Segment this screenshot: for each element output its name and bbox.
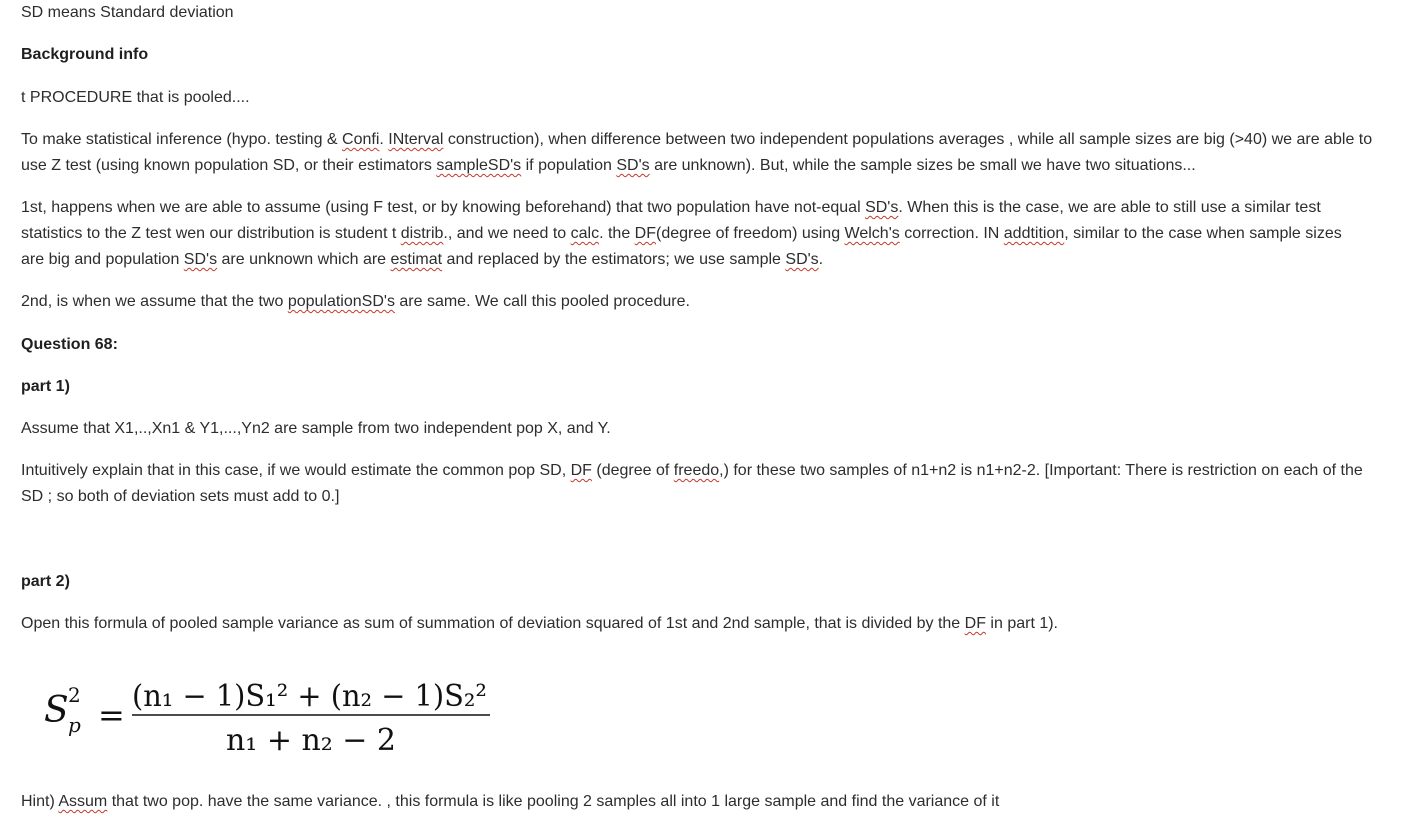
formula-lhs-symbol: S [44,690,69,731]
paragraph-2-line-1 [21,195,1321,221]
paragraph-5 [21,611,1058,637]
text-run: , similar to the case when sample sizes [1064,225,1342,242]
spelling-flag[interactable]: estimat [390,251,443,268]
assume-line: Assume that X1,..,Xn1 & Y1,...,Yn2 are sample from two independent pop X, and Y. [21,420,611,437]
formula-lhs-subscript: p [68,713,81,737]
text-run: are unknown which are [217,251,391,268]
pooled-variance-formula [42,668,502,764]
spelling-flag[interactable]: sampleSD's [436,157,522,174]
formula-equals: = [98,696,125,734]
text-run: Hint) [21,793,59,810]
text-run: . [379,131,389,148]
text-run: 2nd, is when we assume that the two [21,293,288,310]
spelling-flag[interactable]: SD's [183,251,218,268]
text-run: correction. IN [899,225,1004,242]
spelling-flag[interactable]: Welch's [844,225,900,242]
text-run: use Z test (using known population SD, or their estimators [21,157,437,174]
text-run: are unknown). But, while the sample sizes be small we have two situations... [649,157,1196,174]
text-run: Intuitively explain that in this case, if we would estimate the common pop SD, [21,462,571,479]
spelling-flag[interactable]: freedo [673,462,720,479]
procedure-line: t PROCEDURE that is pooled.... [21,89,250,106]
text-run: . When this is the case, we are able to still use a similar test [898,199,1321,216]
paragraph-2-line-3 [21,247,823,273]
intro-text: SD means Standard deviation [21,4,234,21]
spelling-flag[interactable]: Assum [58,793,108,810]
spelling-flag[interactable]: addtition [1003,225,1065,242]
paragraph-4-line-1 [21,458,1363,484]
spelling-flag[interactable]: SD's [785,251,819,268]
paragraph-2-line-2 [21,221,1342,247]
spelling-flag[interactable]: calc [570,225,600,242]
paragraph-3 [21,289,690,315]
spelling-flag[interactable]: populationSD's [287,293,395,310]
text-run: (degree of freedom) using [655,225,845,242]
text-run: 1st, happens when we are able to assume (using F test, or by knowing beforehand) that two population have not-equal [21,199,866,216]
spelling-flag[interactable]: Confi [342,131,380,148]
spelling-flag[interactable]: DF [634,225,656,242]
paragraph-1-line-1 [21,127,1372,153]
text-run: construction), when difference between two independent populations averages , while all sample sizes are big (>40) we are able to [443,131,1373,148]
text-run: ., and we need to [443,225,571,242]
text-run: are same. We call this pooled procedure. [394,293,690,310]
text-run: (degree of [591,462,674,479]
text-run: . [818,251,824,268]
paragraph-4-line-2: SD ; so both of deviation sets must add to 0.] [21,488,340,505]
text-run: if population [521,157,617,174]
paragraph-1-line-2 [21,153,1196,179]
formula-lhs-superscript: 2 [68,683,81,707]
spelling-flag[interactable]: SD's [616,157,650,174]
text-run: in part 1). [985,615,1058,632]
hint-line [21,789,999,815]
text-run: Open this formula of pooled sample variance as sum of summation of deviation squared of 1st and 2nd sample, that is divided by the [21,615,965,632]
formula-denominator: n₁ + n₂ − 2 [226,723,396,758]
heading-part-1: part 1) [21,378,70,395]
heading-background-info: Background info [21,46,149,63]
text-run: ,) for these two samples of n1+n2 is n1+n2-2. [Important: There is restriction on each of the [719,462,1363,479]
text-run: that two pop. have the same variance. , this formula is like pooling 2 samples all into 1 large sample and find the variance of it [107,793,1000,810]
formula-numerator: (n₁ − 1)S₁² + (n₂ − 1)S₂² [132,679,487,714]
spelling-flag[interactable]: DF [570,462,592,479]
text-run: To make statistical inference (hypo. testing & [21,131,343,148]
text-run: and replaced by the estimators; we use sample [442,251,786,268]
text-run: are big and population [21,251,184,268]
spelling-flag[interactable]: SD's [865,199,899,216]
text-run: statistics to the Z test wen our distribution is student t [21,225,401,242]
heading-part-2: part 2) [21,573,70,590]
heading-question-68: Question 68: [21,336,118,353]
text-run: . the [599,225,635,242]
spelling-flag[interactable]: INterval [388,131,444,148]
spelling-flag[interactable]: DF [964,615,986,632]
spelling-flag[interactable]: distrib [400,225,444,242]
